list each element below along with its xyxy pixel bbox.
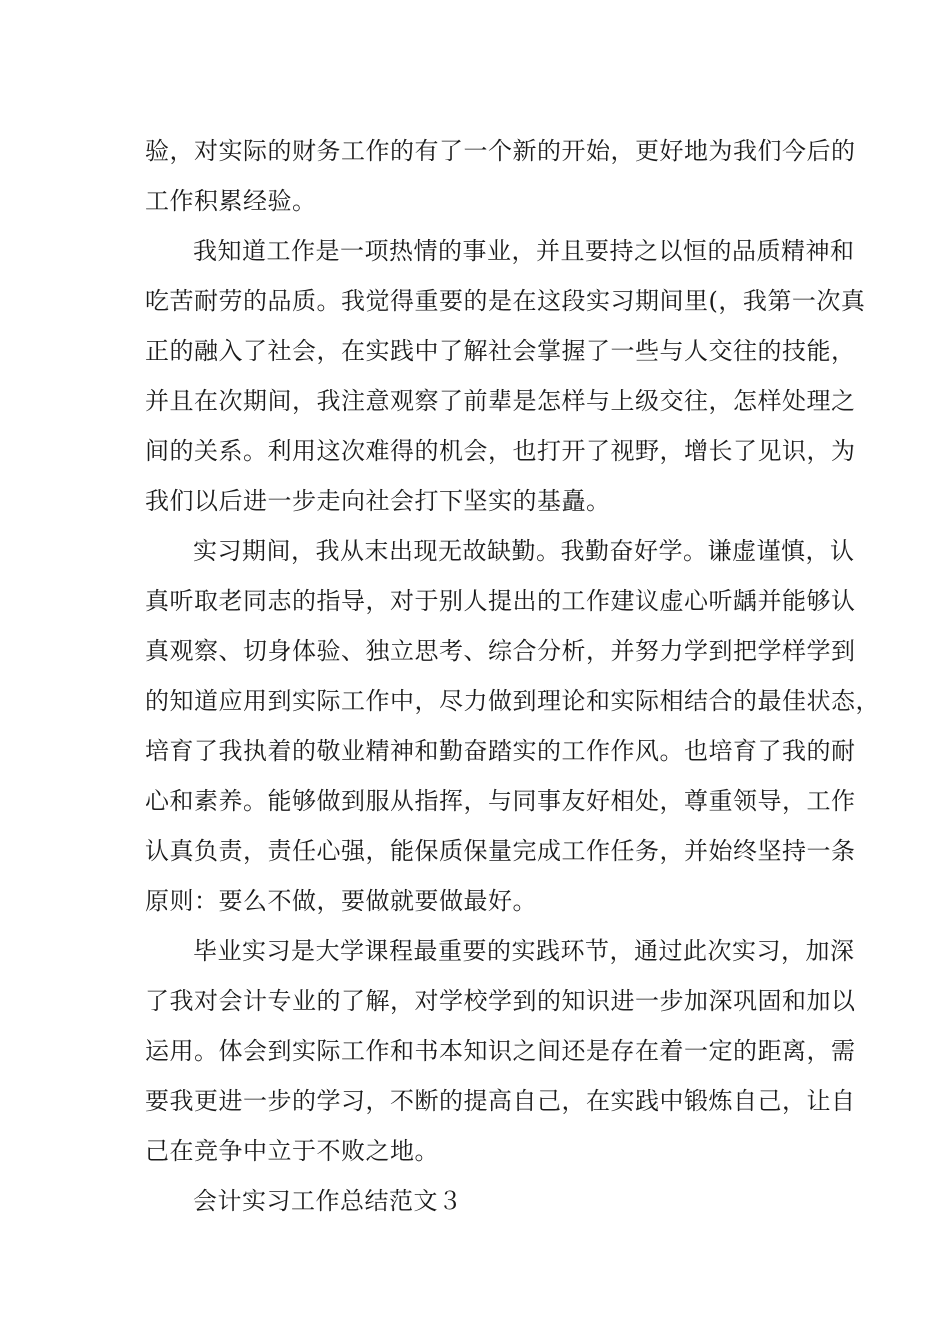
text-line: 要我更进一步的学习，不断的提高自己，在实践中锻炼自己，让自 — [145, 1087, 856, 1115]
paragraph-first-line: 毕业实习是大学课程最重要的实践环节，通过此次实习，加深 — [193, 937, 855, 965]
paragraph-first-line: 我知道工作是一项热情的事业，并且要持之以恒的品质精神和 — [193, 237, 855, 265]
text-line: 并且在次期间，我注意观察了前辈是怎样与上级交往，怎样处理之 — [145, 387, 856, 415]
text-line: 真听取老同志的指导，对于别人提出的工作建议虚心听龋并能够认 — [145, 587, 856, 615]
text-line: 正的融入了社会，在实践中了解社会掌握了一些与人交往的技能， — [145, 337, 856, 365]
text-line: 认真负责，责任心强，能保质保量完成工作任务，并始终坚持一条 — [145, 837, 856, 865]
text-line: 我们以后进一步走向社会打下坚实的基矗。 — [145, 487, 611, 515]
text-line: 了我对会计专业的了解，对学校学到的知识进一步加深巩固和加以 — [145, 987, 856, 1015]
text-line: 运用。体会到实际工作和书本知识之间还是存在着一定的距离，需 — [145, 1037, 856, 1065]
text-line: 工作积累经验。 — [145, 187, 317, 215]
text-line: 吃苦耐劳的品质。我觉得重要的是在这段实习期间里(，我第一次真 — [145, 287, 866, 315]
text-line: 验，对实际的财务工作的有了一个新的开始，更好地为我们今后的 — [145, 137, 856, 165]
text-line: 原则：要么不做，要做就要做最好。 — [145, 887, 537, 915]
text-line: 心和素养。能够做到服从指挥，与同事友好相处，尊重领导，工作 — [145, 787, 856, 815]
text-line: 己在竞争中立于不败之地。 — [145, 1137, 439, 1165]
text-line: 的知道应用到实际工作中，尽力做到理论和实际相结合的最佳状态， — [145, 687, 880, 715]
text-line: 间的关系。利用这次难得的机会，也打开了视野，增长了见识，为 — [145, 437, 856, 465]
text-line: 真观察、切身体验、独立思考、综合分析，并努力学到把学样学到 — [145, 637, 856, 665]
section-heading: 会计实习工作总结范文３ — [193, 1187, 463, 1215]
paragraph-first-line: 实习期间，我从末出现无故缺勤。我勤奋好学。谦虚谨慎，认 — [193, 537, 855, 565]
text-line: 培育了我执着的敬业精神和勤奋踏实的工作作风。也培育了我的耐 — [145, 737, 856, 765]
